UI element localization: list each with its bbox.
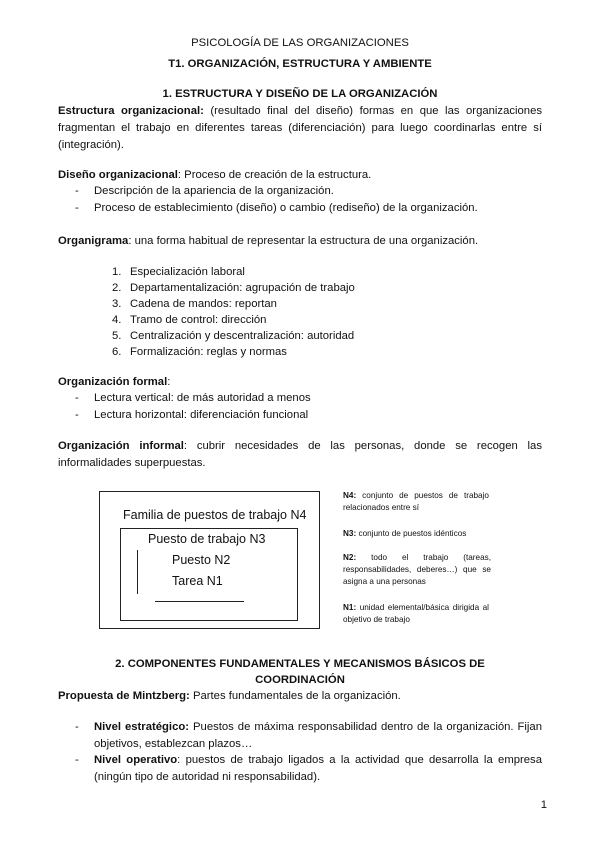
text-mintzberg: Partes fundamentales de la organización. <box>189 690 401 702</box>
text-nivel-operativo: : puestos de trabajo ligados a la actividad que desarrolla la empresa (ningún tipo de autoridad ni responsabilidad). <box>94 754 542 783</box>
page-number: 1 <box>540 799 547 811</box>
diagram-n1-label: Tarea N1 <box>172 574 223 588</box>
paragraph-diseno <box>58 167 542 184</box>
term-mintzberg: Propuesta de Mintzberg: <box>58 690 190 702</box>
diagram-n3-label: Puesto de trabajo N3 <box>148 532 266 546</box>
term-estructura: Estructura organizacional: <box>58 105 204 117</box>
formal-item-2: Lectura horizontal: diferenciación funcional <box>94 409 309 421</box>
list-item: 6. Formalización: reglas y normas <box>112 346 287 358</box>
list-item: - Nivel operativo: puestos de trabajo ligados a la actividad que desarrolla la empresa (ningún tipo de autoridad ni responsabilidad). <box>75 754 542 783</box>
diagram-note-n2: N2: todo el trabajo (tareas, responsabilidades, deberes…) que se asigna a una personas <box>343 553 491 586</box>
list-item: 2. Departamentalización: agrupación de trabajo <box>112 282 355 294</box>
topic-title: T1. ORGANIZACIÓN, ESTRUCTURA Y AMBIENTE <box>168 58 432 70</box>
term-diseno: Diseño organizacional <box>58 169 178 181</box>
list-item: 1. Especialización laboral <box>112 266 245 278</box>
diseno-item-2: Proceso de establecimiento (diseño) o cambio (rediseño) de la organización. <box>94 202 478 214</box>
list-item: - Lectura vertical: de más autoridad a menos <box>75 390 542 407</box>
section-2-heading-line2: COORDINACIÓN <box>255 674 345 686</box>
diagram-note-n1: N1: unidad elemental/básica dirigida al objetivo de trabajo <box>343 603 489 624</box>
diagram-n2-label: Puesto N2 <box>172 553 231 567</box>
list-item: 5. Centralización y descentralización: autoridad <box>112 330 355 342</box>
term-nivel-operativo: Nivel operativo <box>94 754 178 766</box>
text-diseno: : Proceso de creación de la estructura. <box>177 169 372 181</box>
text-estructura: (resultado final del diseño) formas en que las organizaciones fragmentan el trabajo en diferentes tareas (diferenciación) para luego coordinarlas entre sí (integración). <box>58 105 543 151</box>
diagram-note-n4: N4: conjunto de puestos de trabajo relacionados entre sí <box>343 491 489 512</box>
diagram-note-n3: N3: conjunto de puestos idénticos <box>343 529 467 538</box>
term-organigrama: Organigrama <box>58 235 129 247</box>
list-item: 3. Cadena de mandos: reportan <box>112 298 277 310</box>
text-formal: : <box>167 376 171 388</box>
term-formal: Organización formal <box>58 376 168 388</box>
paragraph-estructura <box>58 103 542 154</box>
term-informal: Organización informal <box>58 440 184 452</box>
section-2-heading-line1: 2. COMPONENTES FUNDAMENTALES Y MECANISMOS BÁSICOS DE <box>115 658 485 670</box>
list-item: - Descripción de la apariencia de la organización. <box>75 183 542 200</box>
text-organigrama: : una forma habitual de representar la estructura de una organización. <box>128 235 479 247</box>
paragraph-informal <box>58 438 542 472</box>
list-item: - Lectura horizontal: diferenciación funcional <box>75 407 542 424</box>
course-title: PSICOLOGÍA DE LAS ORGANIZACIONES <box>191 37 409 49</box>
term-nivel-estrategico: Nivel estratégico: <box>94 721 190 733</box>
diagram-vertical-line <box>137 550 138 594</box>
diagram-horizontal-line <box>155 601 244 602</box>
text-informal: : cubrir necesidades de las personas, donde se recogen las informalidades superpuestas. <box>58 440 542 469</box>
paragraph-formal <box>58 374 542 391</box>
diseno-item-1: Descripción de la apariencia de la organización. <box>94 185 334 197</box>
paragraph-organigrama <box>58 233 542 250</box>
diagram-n4-label: Familia de puestos de trabajo N4 <box>123 508 307 522</box>
formal-item-1: Lectura vertical: de más autoridad a menos <box>94 392 311 404</box>
text-nivel-estrategico: Puestos de máxima responsabilidad dentro de la organización. Fijan objetivos, establezcan plazos… <box>94 721 542 750</box>
paragraph-mintzberg <box>58 688 542 705</box>
section-1-heading: 1. ESTRUCTURA Y DISEÑO DE LA ORGANIZACIÓN <box>162 88 438 100</box>
list-item: - Proceso de establecimiento (diseño) o cambio (rediseño) de la organización. <box>75 200 542 217</box>
list-item: - Nivel estratégico: Puestos de máxima responsabilidad dentro de la organización. Fijan objetivos, establezcan plazos… <box>75 721 542 750</box>
list-item: 4. Tramo de control: dirección <box>112 314 267 326</box>
